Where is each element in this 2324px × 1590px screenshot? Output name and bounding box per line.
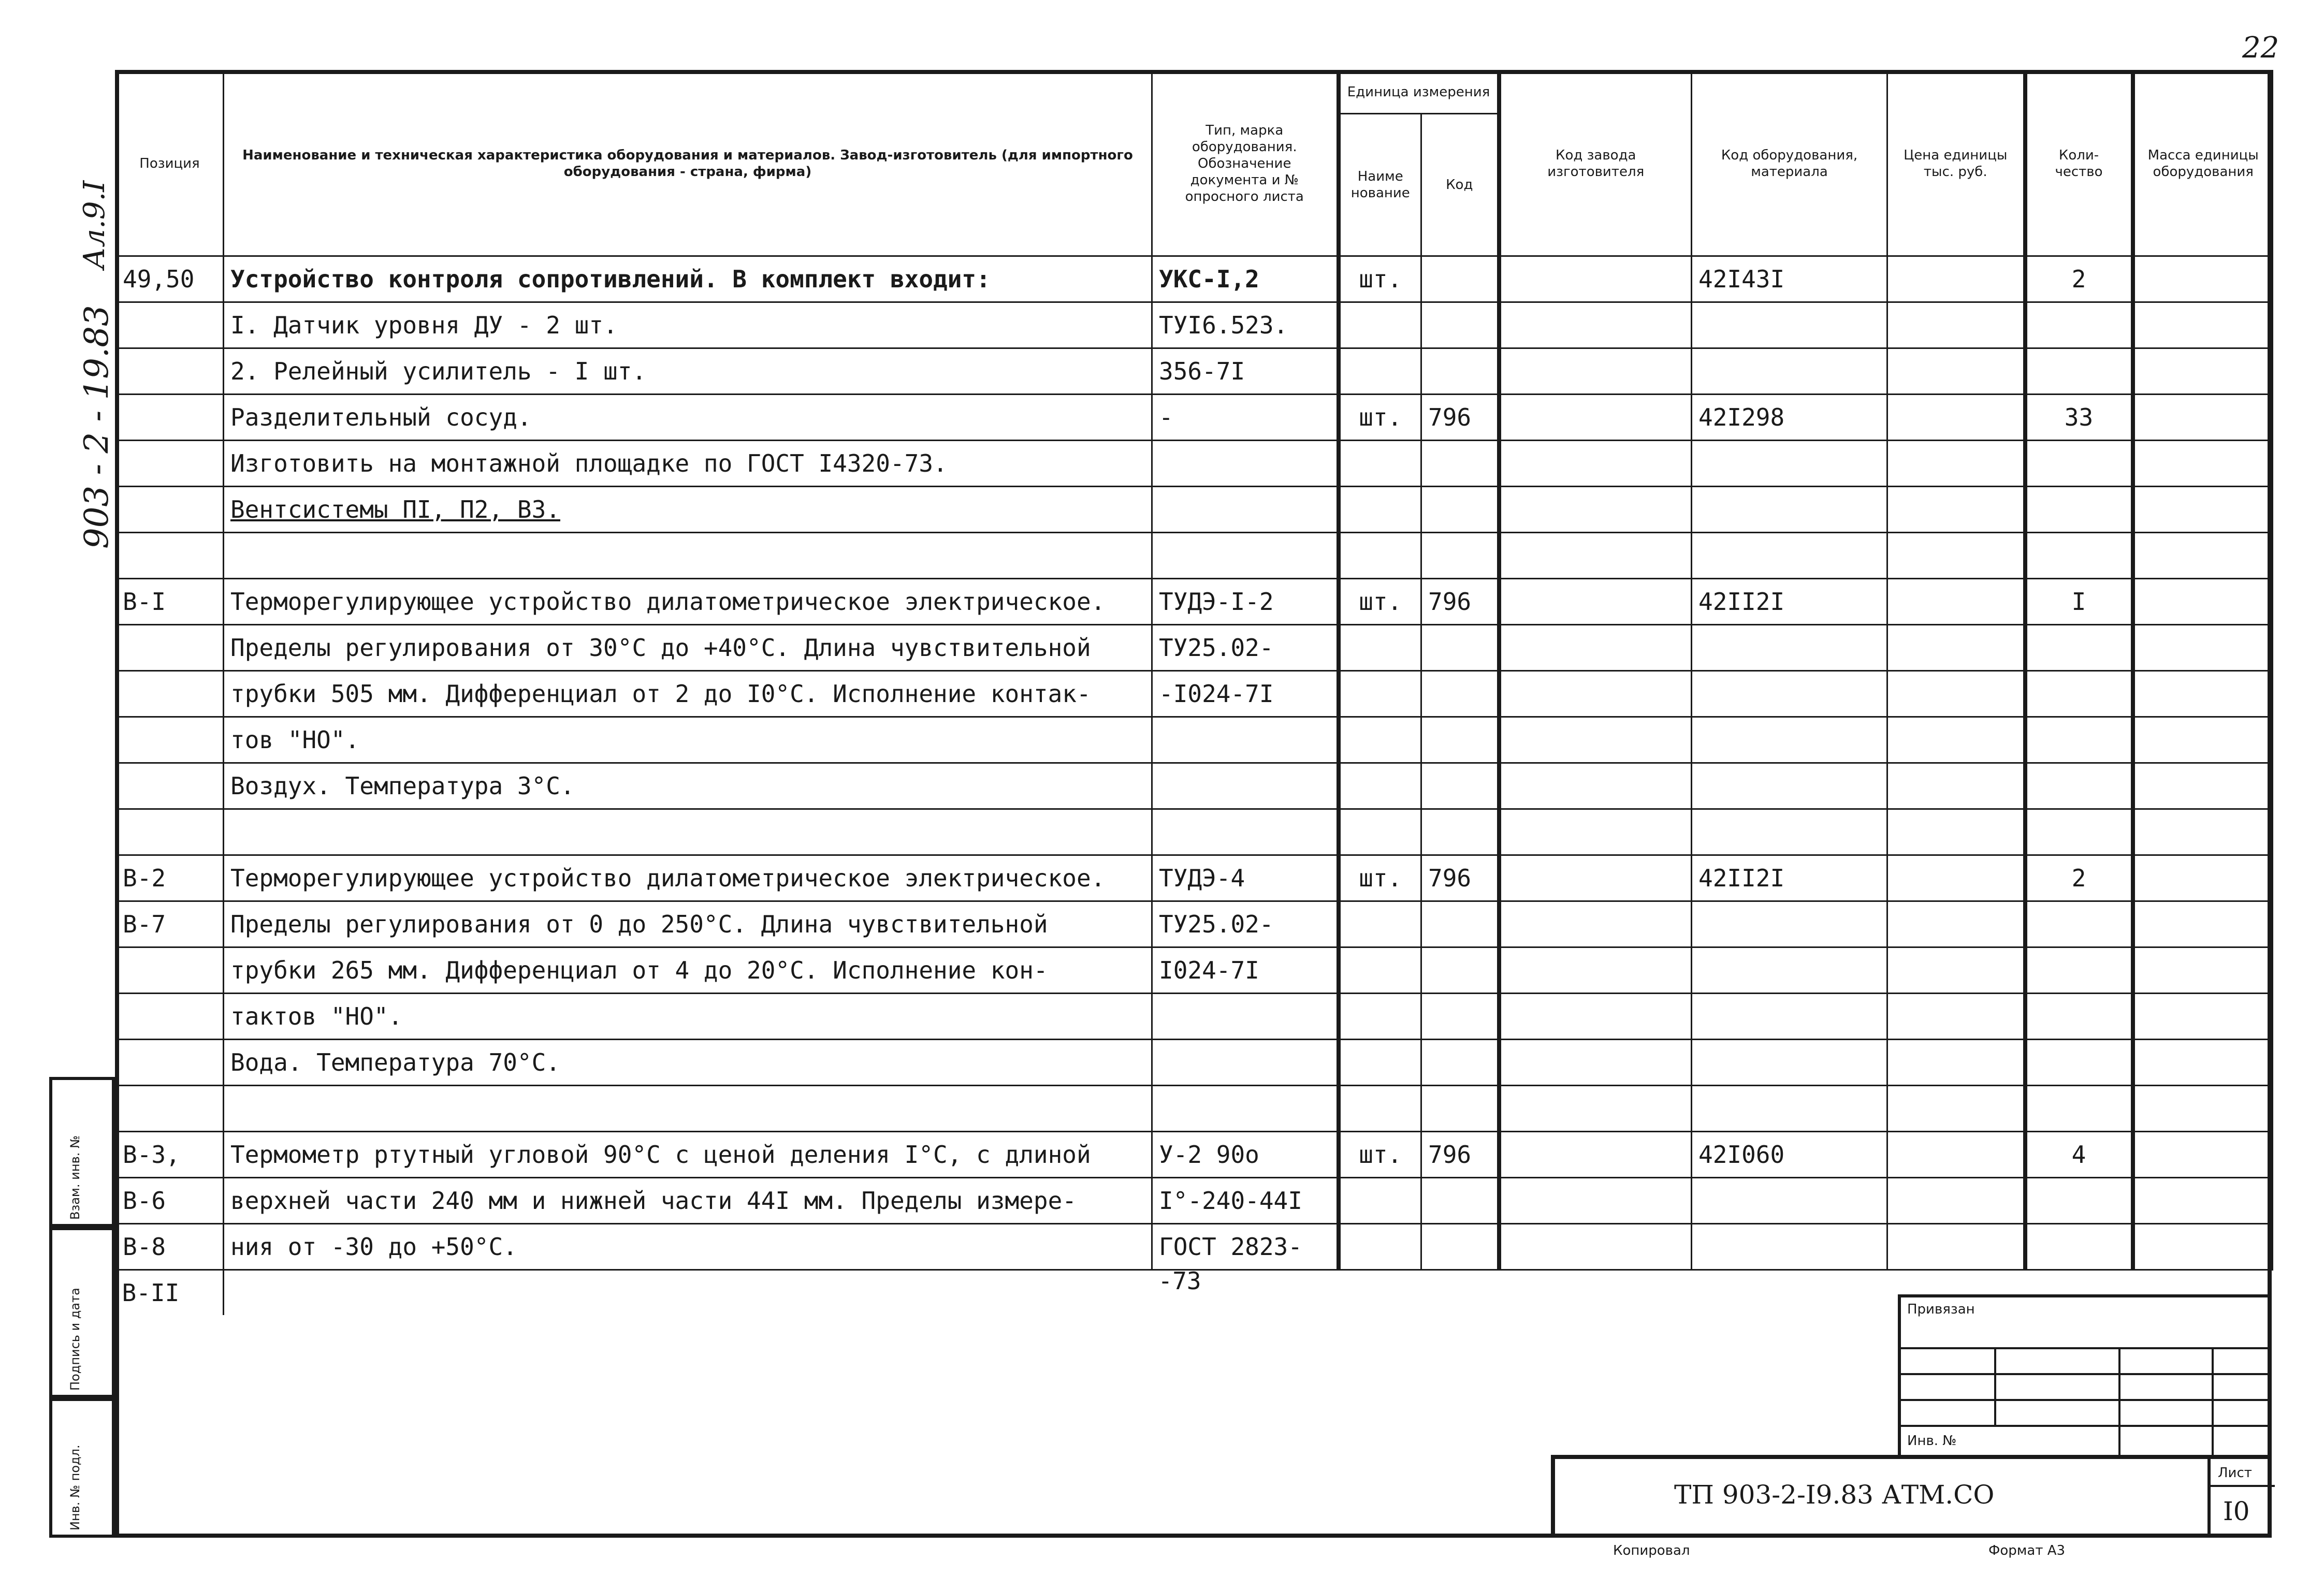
cell-position	[116, 809, 224, 855]
table-row	[116, 579, 2273, 625]
cell-type: -	[1152, 395, 1339, 441]
cell-quantity: I	[2025, 579, 2133, 625]
cell-mass	[2133, 809, 2273, 855]
cell-quantity	[2025, 1224, 2133, 1270]
cell-price	[1887, 625, 2025, 671]
cell-position: 49,50	[116, 256, 224, 302]
cell-type: УКС-I,2	[1152, 256, 1339, 302]
cell-factory-code	[1499, 1040, 1692, 1086]
cell-quantity	[2025, 533, 2133, 579]
table-row	[116, 855, 2273, 901]
cell-factory-code	[1499, 487, 1692, 533]
cell-mass	[2133, 947, 2273, 994]
cell-unit-name	[1339, 717, 1421, 763]
cell-quantity	[2025, 994, 2133, 1040]
cell-factory-code	[1499, 1224, 1692, 1270]
cell-price	[1887, 717, 2025, 763]
cell-unit-code	[1421, 256, 1499, 302]
table-row	[116, 256, 2273, 302]
cell-factory-code	[1499, 256, 1692, 302]
cell-unit-code	[1421, 1178, 1499, 1224]
divider	[2207, 1485, 2275, 1487]
cell-name: верхней части 240 мм и нижней части 44I мм. Пределы измере-	[224, 1178, 1152, 1224]
stamp-signature-date	[49, 1227, 115, 1398]
footer-format: Формат А3	[1988, 1543, 2066, 1558]
privyazan-block	[1898, 1294, 2272, 1455]
cell-type: I024-7I	[1152, 947, 1339, 994]
header-position: Позиция	[116, 71, 224, 256]
cell-factory-code	[1499, 947, 1692, 994]
cell-factory-code	[1499, 395, 1692, 441]
cell-price	[1887, 441, 2025, 487]
stamp-vzam-inv	[49, 1077, 115, 1227]
cell-name: Пределы регулирования от 30°С до +40°С. Длина чувствительной	[224, 625, 1152, 671]
cell-position: В-7	[116, 901, 224, 947]
header-factory-code: Код завода изготовителя	[1499, 71, 1692, 256]
cell-position	[116, 348, 224, 395]
cell-position	[116, 533, 224, 579]
cell-unit-code	[1421, 487, 1499, 533]
cell-unit-code	[1421, 947, 1499, 994]
cell-quantity	[2025, 625, 2133, 671]
table-row	[116, 901, 2273, 947]
cell-price	[1887, 579, 2025, 625]
cell-empty	[1339, 1270, 1421, 1316]
cell-equipment-code	[1692, 671, 1887, 717]
cell-unit-name: шт.	[1339, 395, 1421, 441]
cell-quantity	[2025, 348, 2133, 395]
cell-unit-name	[1339, 441, 1421, 487]
cell-name: трубки 505 мм. Дифференциал от 2 до I0°С. Исполнение контак-	[224, 671, 1152, 717]
cell-equipment-code	[1692, 994, 1887, 1040]
cell-type	[1152, 994, 1339, 1040]
table-row	[116, 1224, 2273, 1270]
cell-type: I°-240-44I	[1152, 1178, 1339, 1224]
cell-mass	[2133, 994, 2273, 1040]
cell-unit-name	[1339, 1040, 1421, 1086]
cell-type: -I024-7I	[1152, 671, 1339, 717]
cell-unit-code: 796	[1421, 579, 1499, 625]
cell-factory-code	[1499, 348, 1692, 395]
cell-equipment-code: 42I060	[1692, 1132, 1887, 1178]
cell-quantity: 33	[2025, 395, 2133, 441]
cell-unit-name: шт.	[1339, 579, 1421, 625]
cell-equipment-code: 42II2I	[1692, 579, 1887, 625]
cell-factory-code	[1499, 302, 1692, 348]
table-row	[116, 302, 2273, 348]
cell-name: трубки 265 мм. Дифференциал от 4 до 20°С. Исполнение кон-	[224, 947, 1152, 994]
cell-unit-code	[1421, 441, 1499, 487]
cell-unit-name	[1339, 348, 1421, 395]
cell-equipment-code: 42II2I	[1692, 855, 1887, 901]
cell-empty	[1692, 1270, 1887, 1316]
cell-position	[116, 395, 224, 441]
cell-price	[1887, 1132, 2025, 1178]
cell-price	[1887, 763, 2025, 809]
cell-factory-code	[1499, 625, 1692, 671]
inv-no-label: Инв. №	[1907, 1433, 1957, 1449]
cell-price	[1887, 1224, 2025, 1270]
cell-factory-code	[1499, 809, 1692, 855]
cell-price	[1887, 256, 2025, 302]
cell-name: тактов "НО".	[224, 994, 1152, 1040]
cell-mass	[2133, 441, 2273, 487]
cell-equipment-code	[1692, 441, 1887, 487]
cell-unit-code	[1421, 671, 1499, 717]
table-row	[116, 487, 2273, 533]
cell-mass	[2133, 1040, 2273, 1086]
cell-unit-name	[1339, 625, 1421, 671]
table-row	[116, 1086, 2273, 1132]
cell-equipment-code	[1692, 1040, 1887, 1086]
cell-unit-name: шт.	[1339, 1132, 1421, 1178]
cell-name	[224, 1086, 1152, 1132]
cell-position	[116, 625, 224, 671]
cell-price	[1887, 901, 2025, 947]
cell-quantity	[2025, 302, 2133, 348]
cell-equipment-code: 42I298	[1692, 395, 1887, 441]
cell-type: -73	[1158, 1270, 1201, 1295]
cell-mass	[2133, 1178, 2273, 1224]
table-row	[116, 1040, 2273, 1086]
table-row	[116, 947, 2273, 994]
stamp-label: Взам. инв. №	[68, 1135, 82, 1220]
table-row	[116, 763, 2273, 809]
cell-unit-code	[1421, 348, 1499, 395]
cell-empty	[1421, 1270, 1499, 1316]
cell-unit-code: 796	[1421, 395, 1499, 441]
cell-factory-code	[1499, 717, 1692, 763]
cell-quantity	[2025, 809, 2133, 855]
cell-price	[1887, 1040, 2025, 1086]
cell-price	[1887, 348, 2025, 395]
cell-unit-name	[1339, 809, 1421, 855]
cell-unit-code	[1421, 1040, 1499, 1086]
cell-unit-code: 796	[1421, 1132, 1499, 1178]
cell-mass	[2133, 1224, 2273, 1270]
divider	[2118, 1347, 2120, 1458]
cell-price	[1887, 809, 2025, 855]
cell-quantity	[2025, 671, 2133, 717]
cell-position: В-3,	[116, 1132, 224, 1178]
cell-equipment-code: 42I43I	[1692, 256, 1887, 302]
cell-unit-code: 796	[1421, 855, 1499, 901]
cell-name: Терморегулирующее устройство дилатометрическое электрическое.	[224, 579, 1152, 625]
cell-type	[1152, 717, 1339, 763]
cell-type: ТУI6.523.	[1152, 302, 1339, 348]
cell-unit-code	[1421, 717, 1499, 763]
cell-position	[116, 947, 224, 994]
cell-position: В-2	[116, 855, 224, 901]
cell-price	[1887, 671, 2025, 717]
cell-mass	[2133, 1132, 2273, 1178]
page-number: 22	[2242, 31, 2279, 65]
cell-unit-name	[1339, 1178, 1421, 1224]
table-row	[116, 717, 2273, 763]
cell-factory-code	[1499, 533, 1692, 579]
table-row	[116, 994, 2273, 1040]
cell-unit-name	[1339, 1086, 1421, 1132]
cell-type	[1152, 1086, 1339, 1132]
footer-copied: Копировал	[1613, 1543, 1690, 1558]
cell-quantity	[2025, 901, 2133, 947]
cell-mass	[2133, 671, 2273, 717]
cell-price	[1887, 395, 2025, 441]
cell-equipment-code	[1692, 947, 1887, 994]
cell-unit-name: шт.	[1339, 855, 1421, 901]
table-row	[116, 671, 2273, 717]
cell-equipment-code	[1692, 763, 1887, 809]
cell-type	[1152, 763, 1339, 809]
cell-equipment-code	[1692, 901, 1887, 947]
cell-name: ния от -30 до +50°С.	[224, 1224, 1152, 1270]
cell-equipment-code	[1692, 717, 1887, 763]
cell-unit-name	[1339, 1224, 1421, 1270]
cell-mass	[2133, 256, 2273, 302]
divider	[2212, 1347, 2214, 1458]
cell-mass	[2133, 533, 2273, 579]
header-unit-code: Код	[1421, 114, 1499, 256]
cell-quantity	[2025, 1086, 2133, 1132]
cell-quantity: 4	[2025, 1132, 2133, 1178]
cell-mass	[2133, 901, 2273, 947]
cell-unit-code	[1421, 625, 1499, 671]
privyazan-label: Привязан	[1907, 1302, 1975, 1317]
cell-factory-code	[1499, 763, 1692, 809]
cell-price	[1887, 1178, 2025, 1224]
header-price: Цена единицы тыс. руб.	[1887, 71, 2025, 256]
cell-position	[116, 487, 224, 533]
stamp-label: Инв. № подл.	[68, 1445, 82, 1530]
table-row	[116, 533, 2273, 579]
cell-price	[1887, 855, 2025, 901]
cell-equipment-code	[1692, 1224, 1887, 1270]
cell-equipment-code	[1692, 625, 1887, 671]
document-code-vertical: 903 - 2 - 19.83	[78, 305, 116, 549]
cell-price	[1887, 1086, 2025, 1132]
cell-factory-code	[1499, 994, 1692, 1040]
specification-table	[115, 70, 2273, 1315]
cell-quantity: 2	[2025, 256, 2133, 302]
cell-factory-code	[1499, 901, 1692, 947]
cell-type: ГОСТ 2823-	[1152, 1224, 1339, 1270]
divider	[2207, 1459, 2211, 1534]
album-label-vertical: Ал.9.I	[78, 180, 111, 269]
table-row	[116, 809, 2273, 855]
cell-quantity	[2025, 1178, 2133, 1224]
cell-unit-code	[1421, 1224, 1499, 1270]
cell-unit-name	[1339, 994, 1421, 1040]
cell-empty	[1499, 1270, 1692, 1316]
table-row	[116, 1178, 2273, 1224]
cell-type	[1152, 809, 1339, 855]
cell-position	[116, 1086, 224, 1132]
stamp-label: Подпись и дата	[68, 1288, 82, 1391]
cell-price	[1887, 302, 2025, 348]
cell-position: В-6	[116, 1178, 224, 1224]
cell-unit-name	[1339, 947, 1421, 994]
cell-equipment-code	[1692, 348, 1887, 395]
cell-type: ТУ25.02-	[1152, 901, 1339, 947]
document-code: ТП 903-2-I9.83 АТМ.СО	[1674, 1480, 1995, 1510]
cell-factory-code	[1499, 671, 1692, 717]
cell-unit-code	[1421, 763, 1499, 809]
cell-type	[1152, 441, 1339, 487]
cell-empty	[224, 1270, 1152, 1316]
cell-name: тов "НО".	[224, 717, 1152, 763]
cell-factory-code	[1499, 1132, 1692, 1178]
cell-name: Изготовить на монтажной площадке по ГОСТ I4320-73.	[224, 441, 1152, 487]
cell-position	[116, 1040, 224, 1086]
cell-position	[116, 441, 224, 487]
cell-quantity	[2025, 947, 2133, 994]
header-name: Наименование и техническая характеристика оборудования и материалов. Завод-изготовитель (для импортного оборудования - страна, фирма)	[224, 71, 1152, 256]
cell-price	[1887, 487, 2025, 533]
header-unit-group: Единица измерения	[1339, 71, 1499, 114]
cell-mass	[2133, 855, 2273, 901]
cell-quantity	[2025, 441, 2133, 487]
cell-name: Термометр ртутный угловой 90°С с ценой деления I°С, с длиной	[224, 1132, 1152, 1178]
cell-type: 356-7I	[1152, 348, 1339, 395]
cell-equipment-code	[1692, 1086, 1887, 1132]
cell-position	[116, 994, 224, 1040]
cell-unit-name	[1339, 533, 1421, 579]
cell-mass	[2133, 395, 2273, 441]
header-unit-name: Наиме нование	[1339, 114, 1421, 256]
title-block	[1551, 1455, 2272, 1538]
cell-type	[1152, 1040, 1339, 1086]
stamp-inv-podl	[49, 1398, 115, 1538]
header-qty: Коли- чество	[2025, 71, 2133, 256]
cell-position: В-8	[116, 1224, 224, 1270]
cell-position	[116, 302, 224, 348]
table-row	[116, 348, 2273, 395]
cell-name: Вода. Температура 70°С.	[224, 1040, 1152, 1086]
cell-type: ТУДЭ-4	[1152, 855, 1339, 901]
cell-factory-code	[1499, 1178, 1692, 1224]
cell-unit-code	[1421, 809, 1499, 855]
cell-position	[116, 671, 224, 717]
header-mass: Масса единицы оборудования	[2133, 71, 2273, 256]
cell-quantity	[2025, 763, 2133, 809]
cell-unit-name: шт.	[1339, 256, 1421, 302]
cell-name: Устройство контроля сопротивлений. В комплект входит:	[224, 256, 1152, 302]
cell-unit-code	[1421, 901, 1499, 947]
cell-quantity	[2025, 487, 2133, 533]
cell-unit-name	[1339, 487, 1421, 533]
cell-name: Разделительный сосуд.	[224, 395, 1152, 441]
cell-name: Пределы регулирования от 0 до 250°С. Длина чувствительной	[224, 901, 1152, 947]
cell-mass	[2133, 348, 2273, 395]
table-row	[116, 441, 2273, 487]
cell-price	[1887, 994, 2025, 1040]
cell-mass	[2133, 717, 2273, 763]
cell-price	[1887, 533, 2025, 579]
cell-name: Воздух. Температура 3°С.	[224, 763, 1152, 809]
cell-unit-code	[1421, 533, 1499, 579]
cell-type: ТУ25.02-	[1152, 625, 1339, 671]
cell-equipment-code	[1692, 487, 1887, 533]
cell-name	[224, 533, 1152, 579]
cell-mass	[2133, 625, 2273, 671]
cell-factory-code	[1499, 441, 1692, 487]
sheet-label: Лист	[2218, 1465, 2252, 1481]
cell-position: В-I	[116, 579, 224, 625]
cell-mass	[2133, 1086, 2273, 1132]
cell-quantity	[2025, 717, 2133, 763]
cell-factory-code	[1499, 855, 1692, 901]
divider	[1994, 1347, 1996, 1425]
cell-type: ТУДЭ-I-2	[1152, 579, 1339, 625]
cell-quantity: 2	[2025, 855, 2133, 901]
table-row	[116, 1132, 2273, 1178]
cell-name: Терморегулирующее устройство дилатометрическое электрическое.	[224, 855, 1152, 901]
cell-name	[224, 809, 1152, 855]
cell-position	[116, 763, 224, 809]
specification-body	[116, 256, 2273, 1270]
cell-price	[1887, 947, 2025, 994]
cell-unit-name	[1339, 671, 1421, 717]
cell-unit-name	[1339, 901, 1421, 947]
header-type: Тип, марка оборудования. Обозначение документа и № опросного листа	[1152, 71, 1339, 256]
header-equipment-code: Код оборудования, материала	[1692, 71, 1887, 256]
table-row	[116, 625, 2273, 671]
cell-unit-name	[1339, 763, 1421, 809]
cell-type	[1152, 487, 1339, 533]
cell-mass	[2133, 487, 2273, 533]
cell-name: Вентсистемы ПI, П2, В3.	[224, 487, 1152, 533]
cell-type	[1152, 533, 1339, 579]
cell-mass	[2133, 302, 2273, 348]
sheet-number: I0	[2223, 1496, 2250, 1526]
cell-position: В-II	[116, 1270, 224, 1316]
cell-unit-code	[1421, 1086, 1499, 1132]
cell-unit-code	[1421, 994, 1499, 1040]
cell-factory-code	[1499, 1086, 1692, 1132]
cell-equipment-code	[1692, 1178, 1887, 1224]
cell-equipment-code	[1692, 302, 1887, 348]
cell-name: 2. Релейный усилитель - I шт.	[224, 348, 1152, 395]
cell-mass	[2133, 579, 2273, 625]
cell-position	[116, 717, 224, 763]
cell-equipment-code	[1692, 809, 1887, 855]
cell-unit-name	[1339, 302, 1421, 348]
cell-name: I. Датчик уровня ДУ - 2 шт.	[224, 302, 1152, 348]
cell-unit-code	[1421, 302, 1499, 348]
cell-factory-code	[1499, 579, 1692, 625]
cell-equipment-code	[1692, 533, 1887, 579]
cell-type: У-2 90о	[1152, 1132, 1339, 1178]
cell-quantity	[2025, 1040, 2133, 1086]
cell-mass	[2133, 763, 2273, 809]
table-row	[116, 395, 2273, 441]
